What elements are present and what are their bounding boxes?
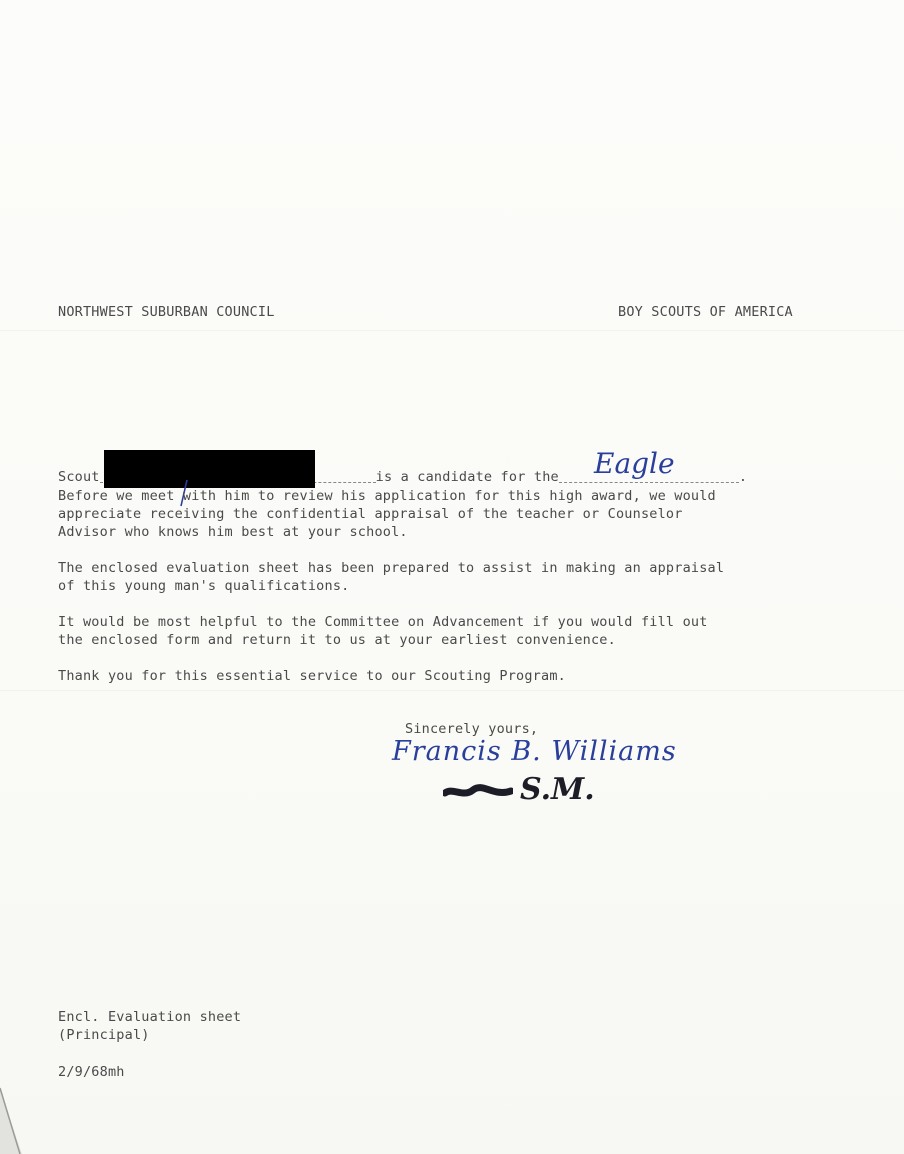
letterhead-council: NORTHWEST SUBURBAN COUNCIL [58, 304, 275, 320]
paper-corner-shadow [0, 1080, 40, 1154]
enclosure-recipient: (Principal) [58, 1027, 150, 1043]
paper-fold-line [0, 690, 904, 691]
period: . [738, 469, 748, 485]
paper-fold-line [0, 330, 904, 331]
scout-label: Scout [58, 469, 100, 485]
enclosure-note: Encl. Evaluation sheet [58, 1009, 242, 1025]
paragraph-3: It would be most helpful to the Committee on Advancement if you would fill out the enclosed form and return it to us at your earliest convenience. [58, 614, 708, 648]
signature-name: Francis B. Williams [392, 736, 677, 767]
award-handwritten: Eagle [594, 447, 675, 480]
letterhead-bsa: BOY SCOUTS OF AMERICA [618, 304, 793, 320]
paragraph-4: Thank you for this essential service to our Scouting Program. [58, 668, 566, 684]
redaction-bar [104, 450, 315, 488]
closing-salutation: Sincerely yours, [405, 721, 539, 737]
reference-initials: 2/9/68mh [58, 1064, 125, 1080]
candidate-text: is a candidate for the [375, 469, 559, 485]
signature-title: S.M. [520, 772, 595, 807]
paragraph-2: The enclosed evaluation sheet has been prepared to assist in making an appraisal of this young man's qualifications. [58, 560, 725, 594]
crossed-out-scribble [443, 784, 513, 802]
paragraph-1: Before we meet with him to review his application for this high award, we would appreciate receiving the confidential appraisal of the teacher or Counselor Advisor who knows him best at your school. [58, 488, 716, 540]
